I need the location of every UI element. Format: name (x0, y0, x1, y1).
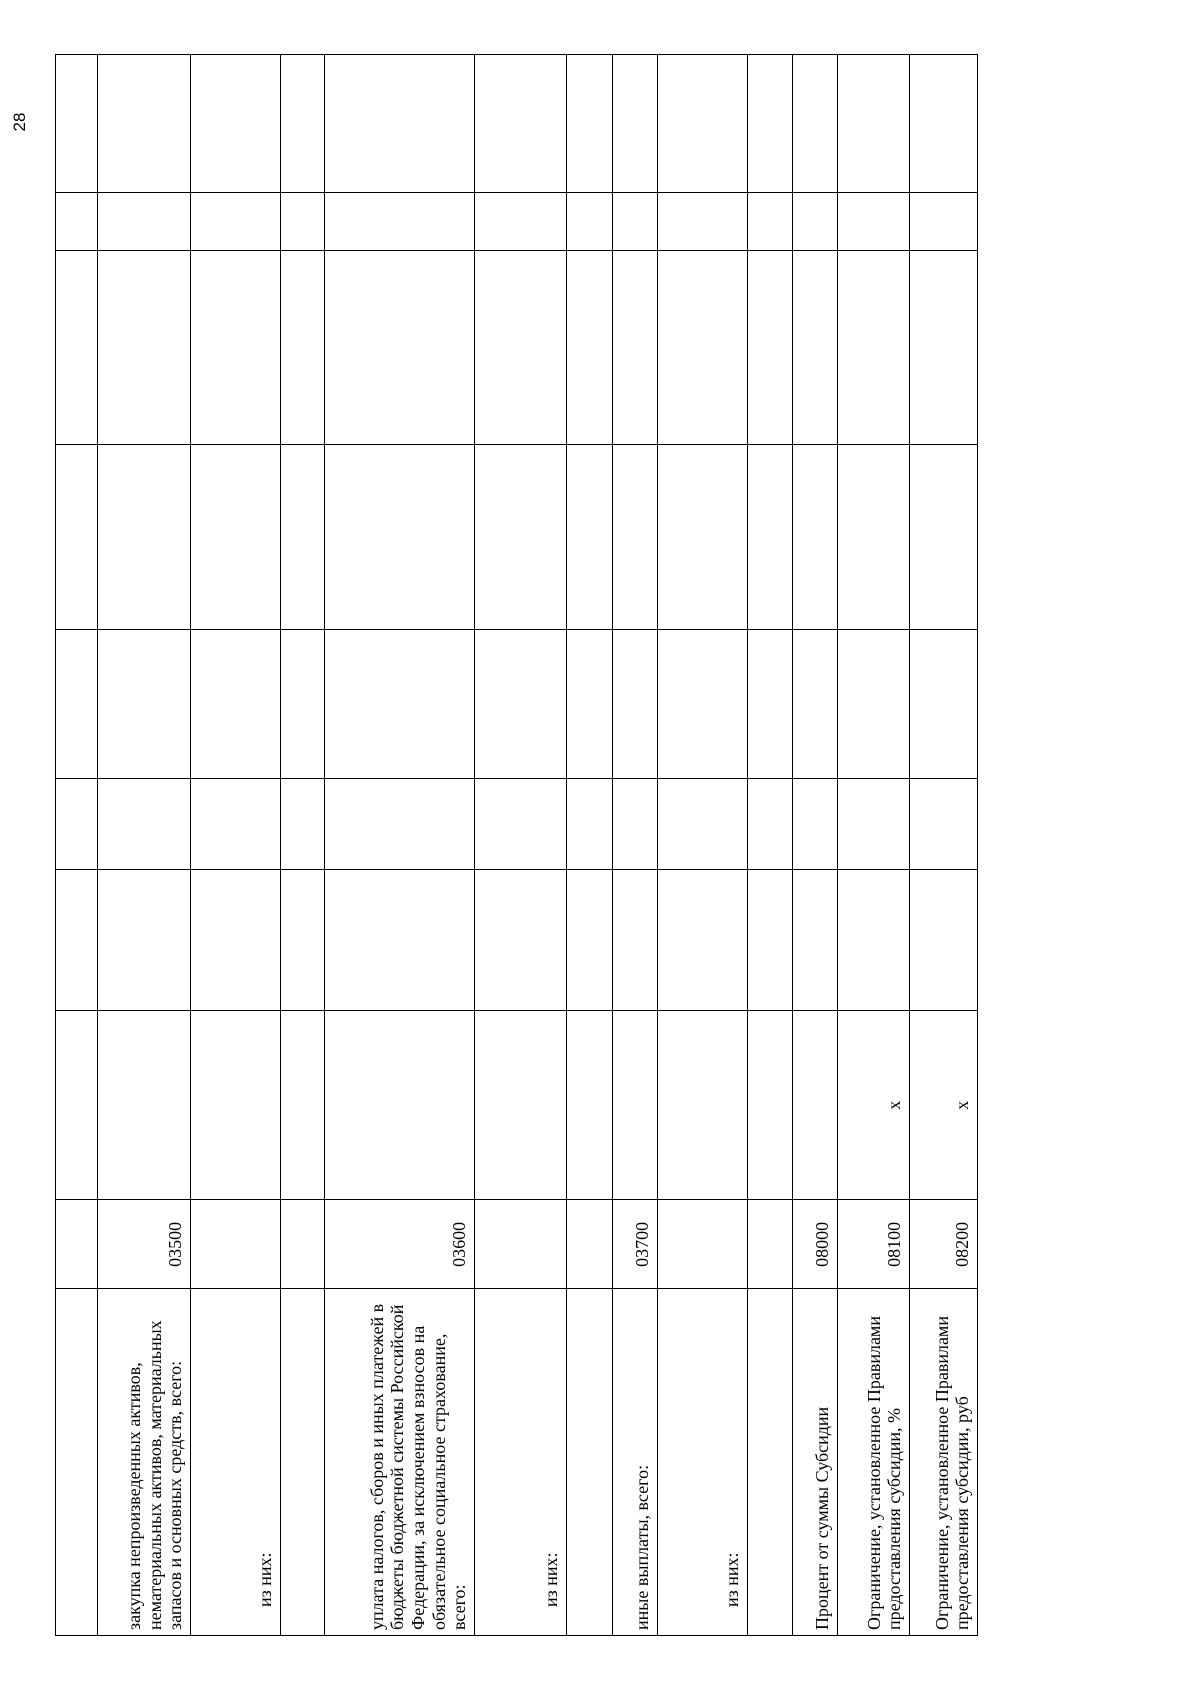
page-number: 28 (10, 112, 29, 132)
row-code: 03700 (613, 1200, 658, 1289)
row-label: иные выплаты, всего: (613, 1289, 658, 1636)
row-value-cell (325, 1011, 475, 1200)
table-row (567, 55, 613, 1636)
empty-value-cell (838, 192, 910, 250)
empty-value-cell (658, 778, 748, 869)
empty-value-cell (613, 444, 658, 630)
empty-value-cell (191, 870, 281, 1011)
empty-value-cell (567, 55, 613, 193)
row-label: Ограничение, установленное Правилами предоставления субсидии, % (838, 1289, 910, 1636)
row-code (748, 1200, 793, 1289)
empty-value-cell (748, 55, 793, 193)
row-code (56, 1200, 98, 1289)
row-code: 08000 (793, 1200, 838, 1289)
empty-value-cell (325, 778, 475, 869)
empty-value-cell (56, 444, 98, 630)
row-code (658, 1200, 748, 1289)
row-value-cell (793, 1011, 838, 1200)
row-label (748, 1289, 793, 1636)
empty-value-cell (910, 250, 978, 444)
row-value-cell (475, 1011, 567, 1200)
row-code: 03600 (325, 1200, 475, 1289)
table-row (910, 55, 978, 1636)
empty-value-cell (325, 630, 475, 779)
empty-value-cell (281, 630, 325, 779)
row-value-cell (281, 1011, 325, 1200)
empty-value-cell (56, 192, 98, 250)
empty-value-cell (98, 55, 191, 193)
empty-value-cell (281, 444, 325, 630)
empty-value-cell (658, 630, 748, 779)
empty-value-cell (325, 55, 475, 193)
empty-value-cell (475, 870, 567, 1011)
row-code (281, 1200, 325, 1289)
row-label: из них: (658, 1289, 748, 1636)
table-row (658, 55, 748, 1636)
table-row (325, 55, 475, 1636)
empty-value-cell (793, 444, 838, 630)
empty-value-cell (910, 444, 978, 630)
row-code (191, 1200, 281, 1289)
row-value-cell (613, 1011, 658, 1200)
empty-value-cell (838, 778, 910, 869)
empty-value-cell (748, 778, 793, 869)
row-value-cell: x (910, 1011, 978, 1200)
table-row (838, 55, 910, 1636)
empty-value-cell (325, 444, 475, 630)
empty-value-cell (613, 55, 658, 193)
empty-value-cell (613, 250, 658, 444)
empty-value-cell (475, 250, 567, 444)
empty-value-cell (793, 55, 838, 193)
empty-value-cell (281, 870, 325, 1011)
row-label: из них: (191, 1289, 281, 1636)
row-value-cell (567, 1011, 613, 1200)
table-row (281, 55, 325, 1636)
empty-value-cell (191, 630, 281, 779)
empty-value-cell (98, 778, 191, 869)
empty-value-cell (281, 778, 325, 869)
empty-value-cell (98, 870, 191, 1011)
empty-value-cell (567, 870, 613, 1011)
row-code (567, 1200, 613, 1289)
empty-value-cell (838, 630, 910, 779)
empty-value-cell (910, 630, 978, 779)
subsidy-expense-table (55, 54, 978, 1636)
row-value-cell: x (838, 1011, 910, 1200)
empty-value-cell (56, 250, 98, 444)
empty-value-cell (793, 250, 838, 444)
empty-value-cell (793, 870, 838, 1011)
row-label: Процент от суммы Субсидии (793, 1289, 838, 1636)
empty-value-cell (475, 778, 567, 869)
empty-value-cell (658, 870, 748, 1011)
empty-value-cell (793, 778, 838, 869)
empty-value-cell (56, 55, 98, 193)
row-code: 08200 (910, 1200, 978, 1289)
empty-value-cell (98, 192, 191, 250)
row-label (281, 1289, 325, 1636)
empty-value-cell (191, 778, 281, 869)
row-label: Ограничение, установленное Правилами предоставления субсидии, руб (910, 1289, 978, 1636)
empty-value-cell (281, 250, 325, 444)
empty-value-cell (567, 630, 613, 779)
empty-value-cell (658, 250, 748, 444)
empty-value-cell (191, 250, 281, 444)
empty-value-cell (613, 630, 658, 779)
empty-value-cell (748, 630, 793, 779)
empty-value-cell (191, 192, 281, 250)
empty-value-cell (325, 192, 475, 250)
empty-value-cell (98, 444, 191, 630)
row-label (56, 1289, 98, 1636)
empty-value-cell (191, 444, 281, 630)
empty-value-cell (658, 55, 748, 193)
table-row (748, 55, 793, 1636)
row-label (567, 1289, 613, 1636)
table-row (613, 55, 658, 1636)
table-row (191, 55, 281, 1636)
empty-value-cell (281, 192, 325, 250)
empty-value-cell (658, 192, 748, 250)
empty-value-cell (325, 250, 475, 444)
empty-value-cell (475, 444, 567, 630)
empty-value-cell (658, 444, 748, 630)
empty-value-cell (910, 55, 978, 193)
row-code: 03500 (98, 1200, 191, 1289)
empty-value-cell (325, 870, 475, 1011)
empty-value-cell (281, 55, 325, 193)
empty-value-cell (748, 870, 793, 1011)
empty-value-cell (910, 778, 978, 869)
empty-value-cell (475, 192, 567, 250)
empty-value-cell (98, 250, 191, 444)
empty-value-cell (613, 870, 658, 1011)
empty-value-cell (98, 630, 191, 779)
table-row (475, 55, 567, 1636)
empty-value-cell (567, 250, 613, 444)
table-row (98, 55, 191, 1636)
empty-value-cell (793, 192, 838, 250)
empty-value-cell (56, 870, 98, 1011)
empty-value-cell (793, 630, 838, 779)
row-code: 08100 (838, 1200, 910, 1289)
table-row (793, 55, 838, 1636)
row-value-cell (658, 1011, 748, 1200)
empty-value-cell (567, 192, 613, 250)
empty-value-cell (910, 192, 978, 250)
row-value-cell (98, 1011, 191, 1200)
empty-value-cell (838, 444, 910, 630)
empty-value-cell (191, 55, 281, 193)
row-value-cell (56, 1011, 98, 1200)
empty-value-cell (613, 778, 658, 869)
empty-value-cell (567, 778, 613, 869)
empty-value-cell (838, 250, 910, 444)
empty-value-cell (838, 870, 910, 1011)
empty-value-cell (910, 870, 978, 1011)
empty-value-cell (475, 55, 567, 193)
empty-value-cell (56, 630, 98, 779)
row-value-cell (748, 1011, 793, 1200)
row-label: уплата налогов, сборов и иных платежей в бюджеты бюджетной системы Российской Федерации, за исключением взносов на обязательное социальное страхование, всего: (325, 1289, 475, 1636)
empty-value-cell (613, 192, 658, 250)
empty-value-cell (748, 444, 793, 630)
empty-value-cell (748, 250, 793, 444)
row-label: из них: (475, 1289, 567, 1636)
row-label: закупка непроизведенных активов, нематериальных активов, материальных запасов и основных средств, всего: (98, 1289, 191, 1636)
row-value-cell (191, 1011, 281, 1200)
row-code (475, 1200, 567, 1289)
empty-value-cell (748, 192, 793, 250)
empty-value-cell (475, 630, 567, 779)
empty-value-cell (838, 55, 910, 193)
empty-value-cell (567, 444, 613, 630)
empty-value-cell (56, 778, 98, 869)
table-row (56, 55, 98, 1636)
